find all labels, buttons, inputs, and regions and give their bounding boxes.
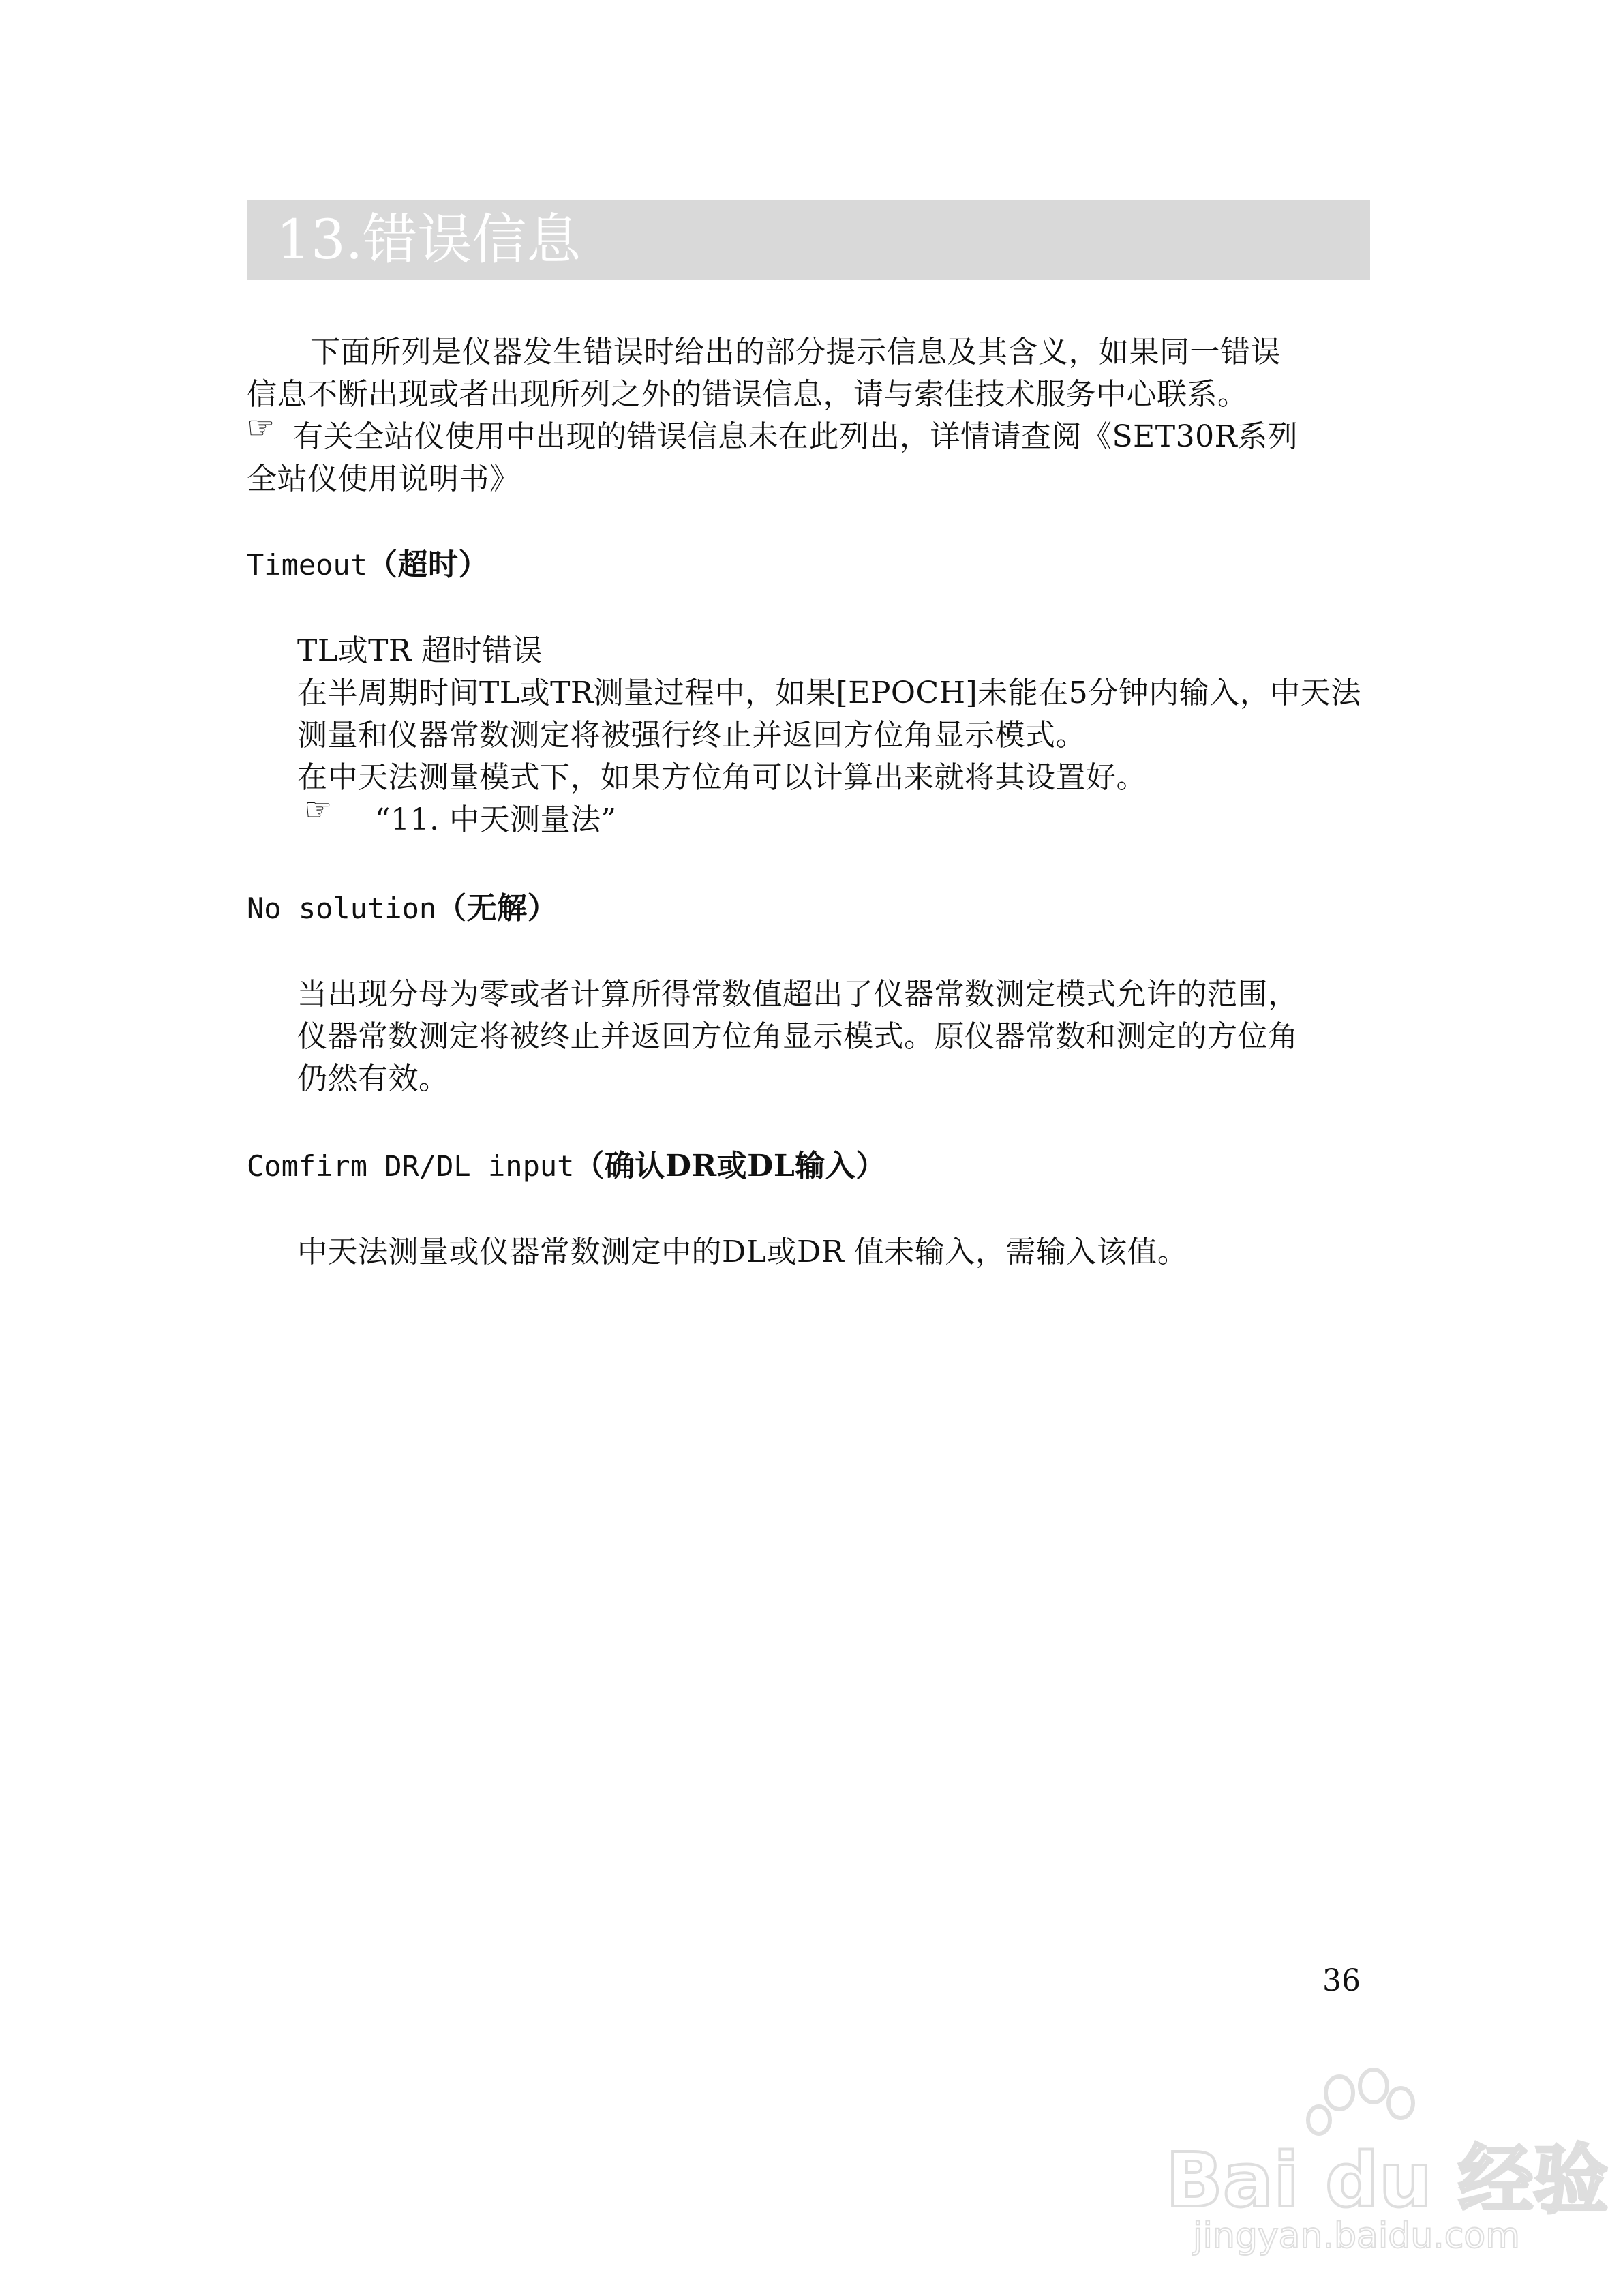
no-solution-line-1: 当出现分母为零或者计算所得常数值超出了仪器常数测定模式允许的范围，	[297, 977, 1299, 1012]
section-heading-cn: （无解）	[436, 891, 558, 926]
page-number: 36	[1322, 1963, 1361, 1998]
section-heading-cn: （超时）	[367, 547, 489, 582]
intro-line-4: 全站仪使用说明书》	[247, 462, 520, 496]
no-solution-line-2: 仪器常数测定将被终止并返回方位角显示模式。原仪器常数和测定的方位角	[297, 1019, 1299, 1054]
section-heading-no-solution	[247, 883, 558, 927]
baidu-jingyan-watermark	[1152, 2066, 1609, 2270]
intro-line-2: 信息不断出现或者出现所列之外的错误信息，请与索佳技术服务中心联系。	[247, 377, 1248, 412]
intro-line-3: 有关全站仪使用中出现的错误信息未在此列出，详情请查阅《SET30R系列	[293, 419, 1299, 454]
section-heading-timeout	[247, 540, 489, 584]
timeout-reference: “11. 中天测量法”	[375, 802, 617, 837]
pointing-hand-icon: ☞	[304, 791, 333, 828]
intro-line-1: 下面所列是仪器发生错误时给出的部分提示信息及其含义，如果同一错误	[310, 335, 1281, 369]
section-heading-confirm-input	[247, 1141, 886, 1185]
pointing-hand-icon: ☞	[247, 409, 275, 446]
watermark-brand: Bai du 经验	[1166, 2136, 1609, 2224]
section-heading-en: No solution	[247, 892, 437, 925]
section-heading-cn: （确认DR或DL输入）	[574, 1149, 886, 1183]
chapter-title: 13.错误信息	[276, 208, 581, 271]
timeout-line-4: 在中天法测量模式下，如果方位角可以计算出来就将其设置好。	[297, 760, 1147, 795]
section-heading-en: Timeout	[247, 548, 368, 581]
confirm-input-line-1: 中天法测量或仪器常数测定中的DL或DR 值未输入，需输入该值。	[297, 1235, 1188, 1269]
timeout-line-1: TL或TR 超时错误	[297, 633, 543, 668]
watermark-url: jingyan.baidu.com	[1193, 2216, 1520, 2256]
section-heading-en: Comfirm DR/DL input	[247, 1149, 575, 1183]
timeout-line-3: 测量和仪器常数测定将被强行终止并返回方位角显示模式。	[297, 718, 1086, 753]
no-solution-line-3: 仍然有效。	[297, 1061, 449, 1096]
timeout-line-2: 在半周期时间TL或TR测量过程中，如果[EPOCH]未能在5分钟内输入，中天法	[297, 676, 1361, 710]
